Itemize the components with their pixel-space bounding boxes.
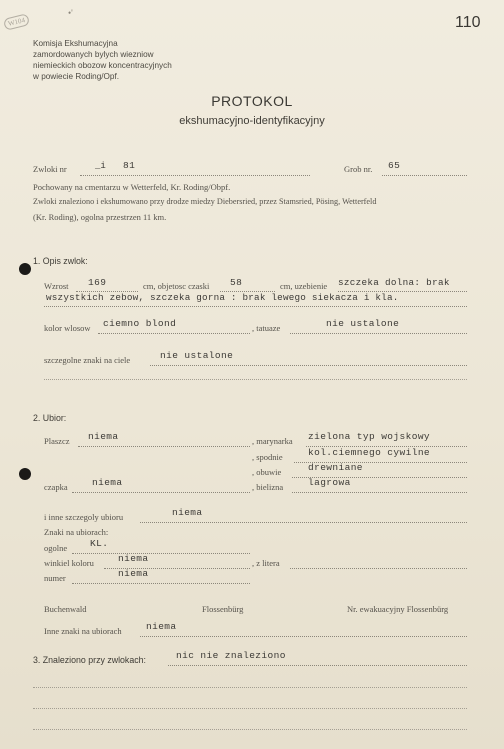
coat-value: niema bbox=[88, 431, 119, 442]
found-place-text-1: Zwloki znaleziono i ekshumowano przy drodze miedzy Diebersried, przez Stamsried, Pösing, Wetterfeld bbox=[33, 197, 377, 206]
hair-line bbox=[98, 333, 250, 334]
coat-label: Plaszcz bbox=[44, 436, 70, 446]
other-signs-line bbox=[140, 636, 467, 637]
teeth-label: cm, uzebienie bbox=[280, 281, 328, 291]
blank-line-4 bbox=[33, 729, 467, 730]
found-place-text-2: (Kr. Roding), ogolna przestrzen 11 km. bbox=[33, 212, 167, 222]
tattoo-value: nie ustalone bbox=[326, 318, 400, 329]
underwear-line bbox=[292, 492, 467, 493]
page-number: 110 bbox=[455, 14, 481, 31]
triangle-color-label: winkiel koloru bbox=[44, 558, 94, 568]
triangle-color-value: niema bbox=[118, 553, 149, 564]
tattoo-line bbox=[290, 333, 467, 334]
evacuation-number-label: Nr. ewakuacyjny Flossenbürg bbox=[347, 604, 449, 614]
punch-hole-lower bbox=[19, 468, 31, 480]
corpse-number-label: Zwloki nr bbox=[33, 164, 67, 174]
document-subtitle: ekshumacyjno-identyfikacyjny bbox=[179, 115, 325, 127]
corpse-number-line bbox=[80, 175, 310, 176]
height-value: 169 bbox=[88, 277, 107, 288]
section-2-title: 2. Ubior: bbox=[33, 413, 67, 423]
shoes-value: drewniane bbox=[308, 462, 363, 473]
commission-line-2: zamordowanych bylych wiezniow bbox=[33, 50, 154, 59]
jacket-value: zielona typ wojskowy bbox=[308, 431, 431, 442]
skull-value: 58 bbox=[230, 277, 243, 288]
letter-label: , z litera bbox=[252, 558, 280, 568]
general-signs-value: KL. bbox=[90, 538, 109, 549]
shoes-label: , obuwie bbox=[252, 467, 282, 477]
letter-line bbox=[290, 568, 467, 569]
teeth-value-2: wszystkich zebow, szczeka gorna : brak lewego siekacza i kla. bbox=[46, 292, 399, 303]
blank-line-1 bbox=[44, 379, 467, 380]
grave-number-label: Grob nr. bbox=[344, 164, 373, 174]
jacket-label: , marynarka bbox=[252, 436, 293, 446]
skull-label: cm, objetosc czaski bbox=[143, 281, 210, 291]
cap-line bbox=[72, 492, 250, 493]
general-signs-label: ogolne bbox=[44, 543, 68, 553]
grave-number-value: 65 bbox=[388, 160, 401, 171]
camp-flossenburg: Flossenbürg bbox=[202, 604, 244, 614]
commission-line-3: niemieckich obozow koncentracyjnych bbox=[33, 61, 172, 70]
document-title: PROTOKOL bbox=[211, 93, 293, 109]
clothing-details-line bbox=[140, 522, 467, 523]
punch-hole-upper bbox=[19, 263, 31, 275]
archive-stamp: W104 bbox=[3, 13, 30, 31]
hair-value: ciemno blond bbox=[103, 318, 177, 329]
coat-line bbox=[78, 446, 250, 447]
clothing-details-label: i inne szczegoly ubioru bbox=[44, 512, 124, 522]
body-marks-line bbox=[150, 365, 467, 366]
grave-number-line bbox=[382, 175, 467, 176]
height-label: Wzrost bbox=[44, 281, 69, 291]
burial-place-text: Pochowany na cmentarzu w Wetterfeld, Kr. Roding/Obpf. bbox=[33, 182, 231, 192]
blank-line-3 bbox=[33, 708, 467, 709]
teeth-value-1: szczeka dolna: brak bbox=[338, 277, 450, 288]
other-signs-value: niema bbox=[146, 621, 177, 632]
clothing-signs-label: Znaki na ubiorach: bbox=[44, 527, 109, 537]
corner-mark: •' bbox=[68, 8, 73, 18]
body-marks-label: szczegolne znaki na ciele bbox=[44, 355, 131, 365]
found-items-value: nic nie znaleziono bbox=[176, 650, 286, 661]
trousers-label: , spodnie bbox=[252, 452, 283, 462]
underwear-label: , bielizna bbox=[252, 482, 284, 492]
corpse-prefix-mark: _i bbox=[95, 161, 106, 171]
other-signs-label: Inne znaki na ubiorach bbox=[44, 626, 122, 636]
teeth-line-2 bbox=[44, 306, 467, 307]
cap-value: niema bbox=[92, 477, 123, 488]
tattoo-label: , tatuaze bbox=[252, 323, 281, 333]
commission-line-1: Komisja Ekshumacyjna bbox=[33, 39, 118, 48]
number-line bbox=[72, 583, 250, 584]
number-label: numer bbox=[44, 573, 66, 583]
cap-label: czapka bbox=[44, 482, 68, 492]
trousers-value: kol.ciemnego cywilne bbox=[308, 447, 431, 458]
number-value: niema bbox=[118, 568, 149, 579]
camp-buchenwald: Buchenwald bbox=[44, 604, 87, 614]
found-items-line bbox=[168, 665, 467, 666]
underwear-value: lagrowa bbox=[308, 477, 351, 488]
body-marks-value: nie ustalone bbox=[160, 350, 234, 361]
section-1-title: 1. Opis zwlok: bbox=[33, 256, 88, 266]
commission-line-4: w powiecie Roding/Opf. bbox=[33, 72, 120, 81]
corpse-number-value: 81 bbox=[123, 160, 136, 171]
general-signs-line bbox=[72, 553, 250, 554]
blank-line-2 bbox=[33, 687, 467, 688]
section-3-title: 3. Znaleziono przy zwlokach: bbox=[33, 655, 146, 665]
clothing-details-value: niema bbox=[172, 507, 203, 518]
hair-label: kolor wlosow bbox=[44, 323, 91, 333]
